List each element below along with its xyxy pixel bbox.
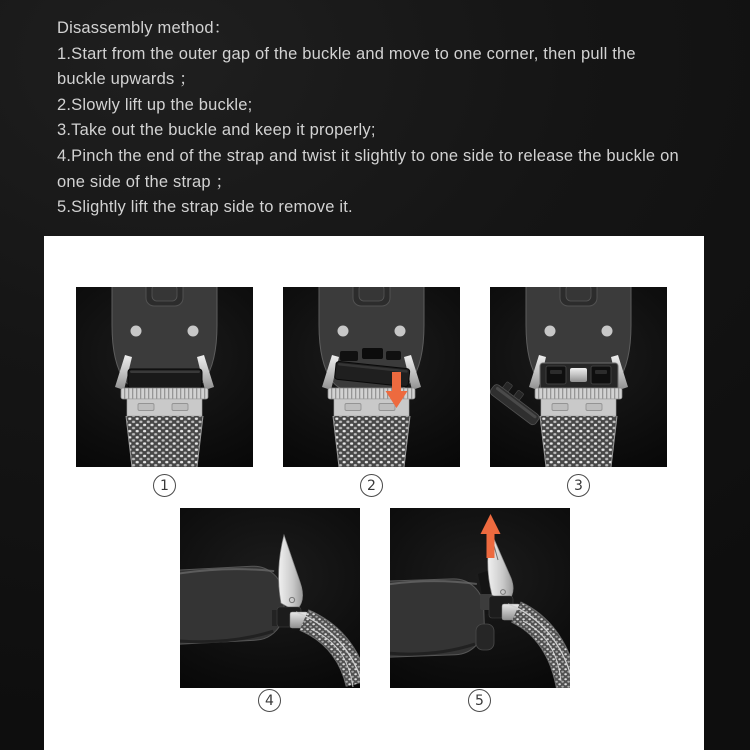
step-5-badge: 5	[468, 689, 491, 712]
connector-bar	[121, 388, 208, 399]
screw-dot	[131, 326, 142, 337]
instruction-line-1: 1.Start from the outer gap of the buckle and move to one corner, then pull the	[57, 44, 636, 63]
watch-body-side	[180, 565, 286, 646]
screw-dot	[395, 326, 406, 337]
step-4-badge: 4	[258, 689, 281, 712]
step-3-badge: 3	[567, 474, 590, 497]
mesh-band	[126, 416, 203, 467]
instruction-line-2: buckle upwards ；	[57, 70, 196, 89]
watch-side-view-release	[390, 508, 570, 688]
band-plate	[541, 399, 616, 416]
buckle-closed	[128, 369, 202, 388]
figure-panel	[44, 236, 704, 750]
buckle-flap	[279, 535, 303, 611]
instruction-line-3: 2.Slowly lift up the buckle;	[57, 95, 253, 114]
step-2-badge: 2	[360, 474, 383, 497]
instructions-title: Disassembly method：	[57, 19, 231, 37]
watch-top-view-removed	[490, 287, 667, 467]
side-knob	[476, 624, 494, 650]
watch-body-side	[390, 578, 485, 658]
watch-side-view-flap	[180, 508, 360, 688]
connector-bar	[535, 388, 622, 399]
instructions	[57, 16, 717, 221]
step-4-photo	[180, 508, 360, 688]
screw-dot	[545, 326, 556, 337]
instruction-line-6: one side of the strap ；	[57, 172, 233, 191]
screw-dot	[188, 326, 199, 337]
instruction-line-4: 3.Take out the buckle and keep it properly;	[57, 121, 376, 140]
step-2-photo	[283, 287, 460, 467]
watch-top-view-lifted	[283, 287, 460, 467]
screw-dot	[602, 326, 613, 337]
step-5-photo	[390, 508, 570, 688]
step-1-badge: 1	[153, 474, 176, 497]
mesh-band	[333, 416, 410, 467]
mesh-band-curved	[508, 604, 570, 688]
instruction-line-7: 5.Slightly lift the strap side to remove it.	[57, 198, 353, 217]
step-3-photo	[490, 287, 667, 467]
step-1-photo	[76, 287, 253, 467]
mesh-band	[540, 416, 617, 467]
mesh-band-curved	[296, 612, 360, 687]
instruction-line-5: 4.Pinch the end of the strap and twist it slightly to one side to release the buckle on	[57, 146, 679, 165]
watch-top-view-closed	[76, 287, 253, 467]
band-plate	[127, 399, 202, 416]
open-clasp-mechanism	[540, 363, 618, 390]
screw-dot	[338, 326, 349, 337]
